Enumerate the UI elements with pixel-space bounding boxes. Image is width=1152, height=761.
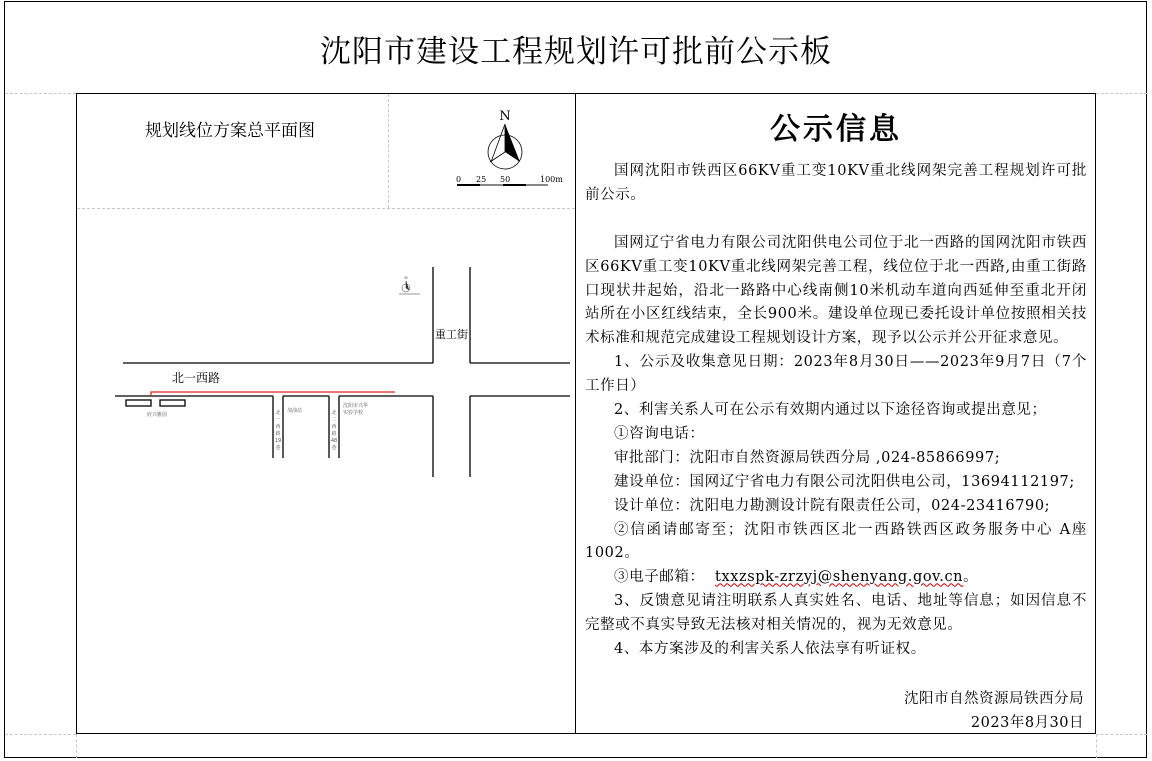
email-link[interactable]: txxzspk-zrzyj@shenyang.gov.cn (715, 569, 964, 586)
guide-line (1096, 93, 1147, 94)
notice-description: 国网辽宁省电力有限公司沈阳供电公司位于北一西路的国网沈阳市铁西区66KV重工变10KV重北线网架完善工程，线位位于北一西路,由重工街路口现状井起始，沿北一路路中心线南侧10米机动车道向西延伸至重北开闭站所在小区红线结束，全长900米。建设单位现已委托设计单位按照相关技术标准和规范完成建设工程规划设计方案，现予以公示并公开征求意见。 (585, 234, 1087, 347)
lane-label-19 (275, 409, 281, 451)
map-header-divider (77, 208, 575, 209)
north-arrow-icon (450, 104, 565, 186)
guide-line (5, 734, 76, 735)
notice-period: 1、公示及收集意见日期：2023年8月30日——2023年9月7日（7个工作日） (585, 354, 1087, 395)
contact-construction-unit: 建设单位：国网辽宁省电力有限公司沈阳供电公司，13694112197; (614, 473, 1075, 490)
svg-text:巷: 巷 (275, 445, 281, 451)
guide-line (76, 734, 77, 758)
svg-text:一: 一 (275, 417, 281, 423)
info-heading: 公示信息 (770, 112, 902, 147)
road-label-cross: 重工街 (435, 328, 468, 341)
guide-line (1096, 734, 1147, 735)
svg-text:48: 48 (330, 438, 338, 444)
svg-text:西: 西 (331, 424, 337, 430)
route-plan-map (115, 262, 570, 482)
svg-text:二: 二 (331, 417, 337, 423)
notice-body (585, 160, 1087, 662)
email-line: ③电子邮箱： txxzspk-zrzyj@shenyang.gov.cn。 (614, 569, 979, 586)
panel-divider (575, 93, 576, 734)
svg-text:北: 北 (275, 410, 281, 416)
svg-text:路: 路 (275, 431, 281, 437)
svg-text:N: N (404, 275, 408, 280)
map-header-divider (388, 94, 389, 208)
road-label-main: 北一西路 (172, 371, 221, 385)
poi-residential: 府兴雅园 (147, 412, 168, 418)
poi-school-line1: 沈阳市兴华 (343, 403, 369, 409)
feedback-note: 3、反馈意见请注明联系人真实姓名、电话、地址等信息；如因信息不完整或不真实导致无法核对相关情况的，视为无效意见。 (585, 593, 1087, 634)
scale-label-50: 50 (500, 175, 511, 184)
guide-line (1096, 734, 1097, 758)
notice-intro: 国网沈阳市铁西区66KV重工变10KV重北线网架完善工程规划许可批前公示。 (585, 163, 1087, 203)
poi-school-line2: 实验学校 (343, 410, 364, 416)
email-label: ③电子邮箱： (614, 569, 705, 586)
contact-approval-dept: 审批部门：沈阳市自然资源局铁西分局 ,024-85866997; (614, 449, 1001, 466)
scale-label-100m: 100m (540, 175, 563, 184)
mail-address: ②信函请邮寄至；沈阳市铁西区北一西路铁西区政务服务中心 A座1002。 (585, 521, 1087, 562)
page-title: 沈阳市建设工程规划许可批前公示板 (320, 34, 832, 70)
signature-block (904, 687, 1084, 735)
svg-text:巷: 巷 (331, 445, 337, 451)
poi-gas-station: 加油站 (287, 408, 303, 414)
svg-text:路: 路 (331, 431, 337, 437)
svg-text:西: 西 (275, 424, 281, 430)
map-title: 规划线位方案总平面图 (145, 121, 315, 141)
hearing-right-note: 4、本方案涉及的利害关系人依法享有听证权。 (614, 641, 926, 658)
svg-text:北: 北 (331, 410, 337, 416)
contact-design-unit: 设计单位：沈阳电力勘测设计院有限责任公司，024-23416790; (614, 497, 1051, 514)
consult-phone-label: ①咨询电话： (614, 425, 705, 442)
map-north-arrow-icon (399, 275, 420, 294)
guide-line (5, 93, 76, 94)
notice-channels: 2、利害关系人可在公示有效期内通过以下途径咨询或提出意见； (614, 402, 1047, 419)
scale-label-25: 25 (476, 175, 487, 184)
signature-org: 沈阳市自然资源局铁西分局 (904, 691, 1084, 707)
svg-text:19: 19 (274, 438, 282, 444)
north-label: N (499, 109, 511, 124)
signature-date: 2023年8月30日 (970, 715, 1084, 731)
scale-label-0: 0 (456, 175, 462, 184)
lane-label-48 (331, 409, 337, 451)
